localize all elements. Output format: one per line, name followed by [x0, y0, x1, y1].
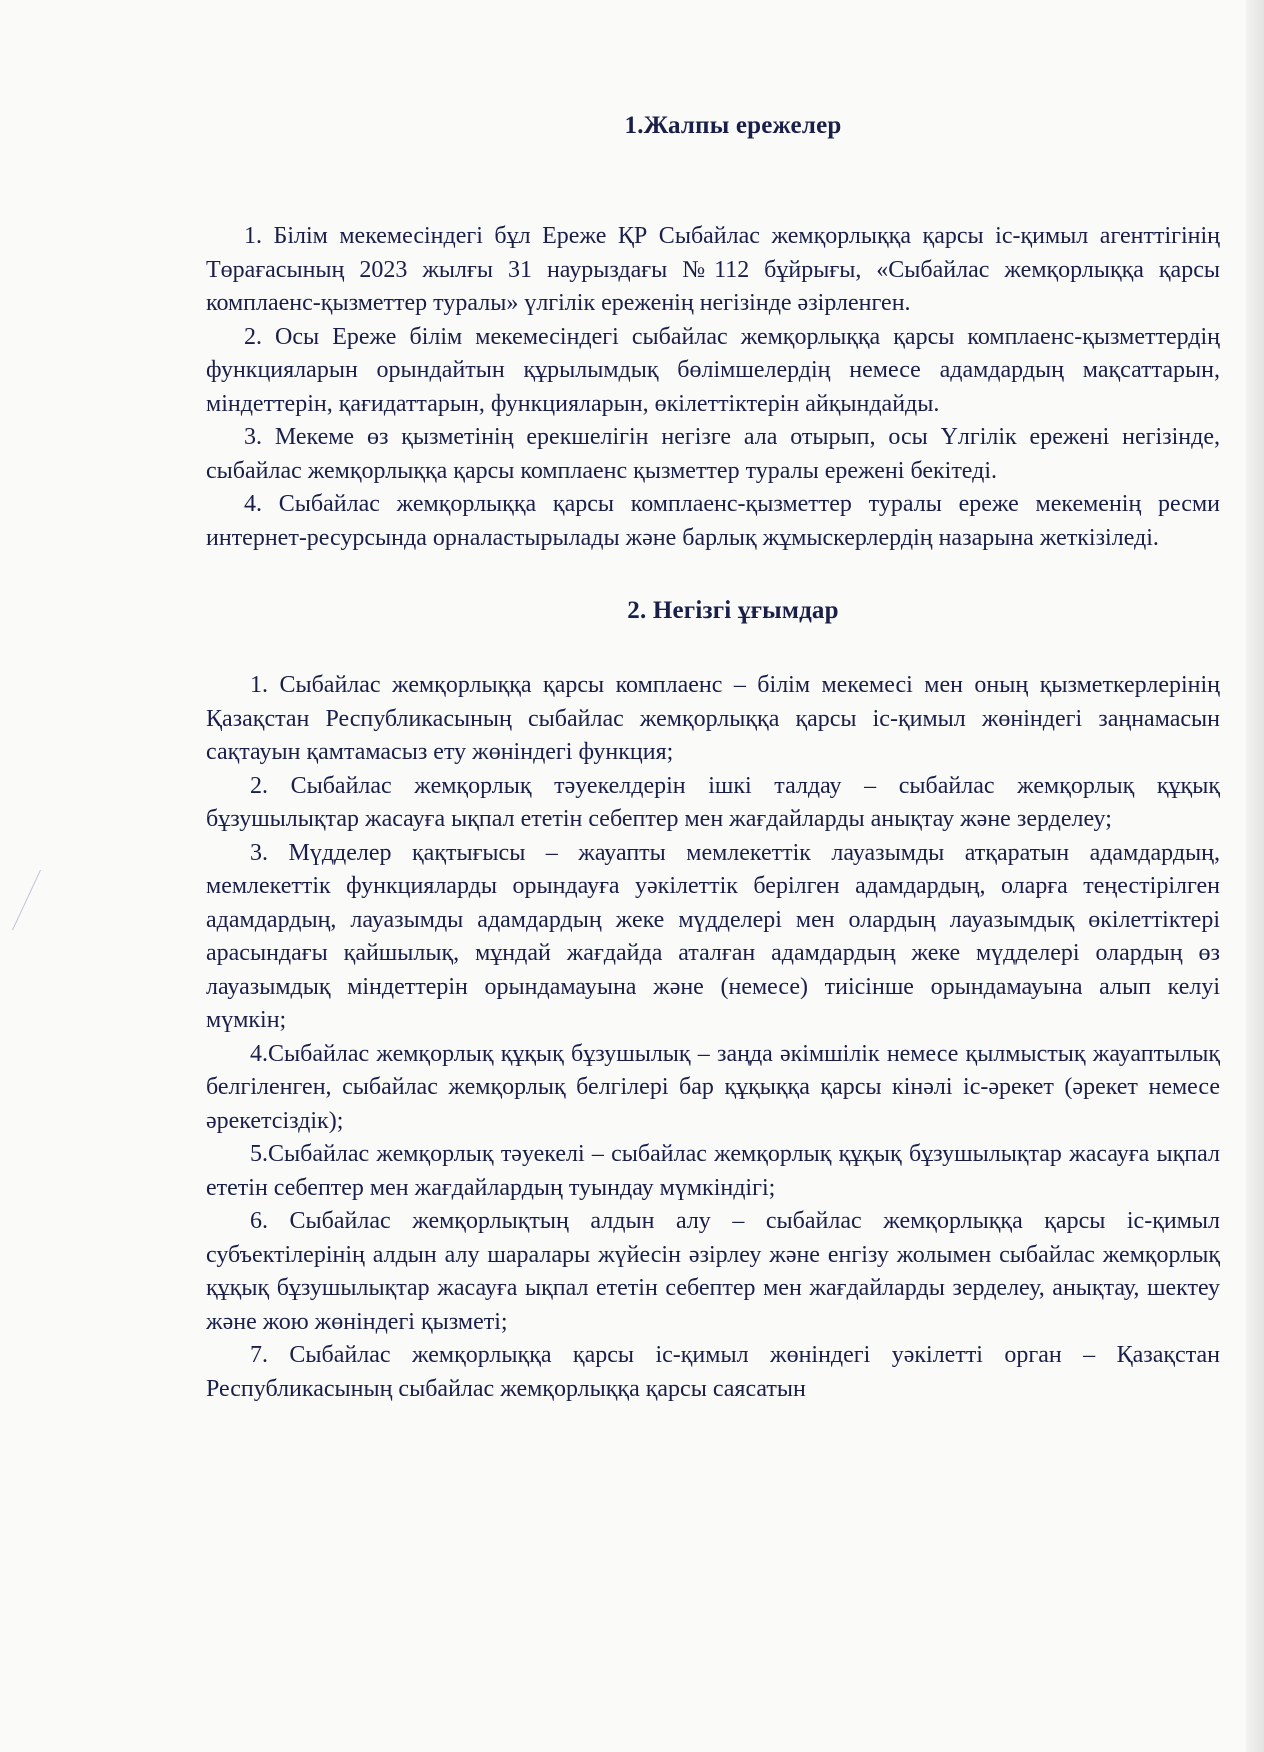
- section-2-paragraph-4: 4.Сыбайлас жемқорлық құқық бұзушылық – заңда әкімшілік немесе қылмыстық жауаптылық белгіленген, сыбайлас жемқорлық белгілері бар құқыққа қарсы кінәлі іс-әрекет (әрекет немесе әрекетсіздік);: [206, 1040, 1220, 1134]
- section-2-paragraph-5: 5.Сыбайлас жемқорлық тәуекелі – сыбайлас жемқорлық құқық бұзушылықтар жасауға ықпал ететін себептер мен жағдайлардың туындау мүмкіндігі;: [206, 1141, 1220, 1201]
- section-1: [206, 220, 1220, 555]
- document-body: [206, 100, 1220, 1406]
- section-2-paragraph-1: 1. Сыбайлас жемқорлыққа қарсы комплаенс – білім мекемесі мен оның қызметкерлерінің Қазақстан Республикасының сыбайлас жемқорлыққа қарсы іс-қимыл жөніндегі заңнамасын сақтауын қамтамасыз ету жөніндегі функция;: [206, 672, 1220, 765]
- section-1-paragraph-1: 1. Білім мекемесіндегі бұл Ереже ҚР Сыбайлас жемқорлыққа қарсы іс-қимыл агенттігінің Төрағасының 2023 жылғы 31 наурыздағы №112 бұйрығы, «Сыбайлас жемқорлыққа қарсы комплаенс-қызметтер туралы» үлгілік ереженің негізінде әзірленген.: [206, 223, 1220, 316]
- page-edge-shadow: [1246, 0, 1264, 1752]
- pen-mark: [0, 870, 41, 930]
- section-2-paragraph-6: 6. Сыбайлас жемқорлықтың алдын алу – сыбайлас жемқорлыққа қарсы іс-қимыл субъектілерінің алдын алу шаралары жүйесін әзірлеу және енгізу жолымен сыбайлас жемқорлық құқық бұзушылықтар жасауға ықпал ететін себептер мен жағдайларды зерделеу, анықтау, шектеу және жою жөніндегі қызметі;: [206, 1208, 1220, 1335]
- section-1-paragraph-2: 2. Осы Ереже білім мекемесіндегі сыбайлас жемқорлыққа қарсы комплаенс-қызметтердің функцияларын орындайтын құрылымдық бөлімшелердің немесе адамдардың мақсаттарын, міндеттерін, қағидаттарын, функцияларын, өкілеттіктерін айқындайды.: [206, 323, 1220, 417]
- section-1-title: 1.Жалпы ережелер: [624, 112, 842, 139]
- section-1-paragraph-3: 3. Мекеме өз қызметінің ерекшелігін негізге ала отырып, осы Үлгілік ережені негізінде, сыбайлас жемқорлыққа қарсы комплаенс қызметтер туралы ережені бекітеді.: [206, 424, 1220, 484]
- section-2-paragraph-3: 3. Мүдделер қақтығысы – жауапты мемлекеттік лауазымды атқаратын адамдардың, мемлекеттік функцияларды орындауға уәкілеттік берілген адамдардың, оларға теңестірілген адамдардың, лауазымды адамдардың жеке мүдделері мен олардың лауазымдық өкілеттіктері арасындағы қайшылық, мұндай жағдайда аталған адамдардың жеке мүдделері олардың өз лауазымдық міндеттерін орындамауына және (немесе) тиісінше орындамауына алып келуі мүмкін;: [206, 839, 1220, 1033]
- section-2-title: 2. Негізгі ұғымдар: [627, 597, 839, 624]
- section-2-paragraph-7: 7. Сыбайлас жемқорлыққа қарсы іс-қимыл жөніндегі уәкілетті орган – Қазақстан Республикасының сыбайлас жемқорлыққа қарсы саясатын: [206, 1342, 1220, 1402]
- section-2: [206, 669, 1220, 1406]
- section-1-paragraph-4: 4. Сыбайлас жемқорлыққа қарсы комплаенс-қызметтер туралы ереже мекеменің ресми интернет-ресурсында орналастырылады және барлық жұмыскерлердің назарына жеткізіледі.: [206, 491, 1220, 551]
- section-2-paragraph-2: 2. Сыбайлас жемқорлық тәуекелдерін ішкі талдау – сыбайлас жемқорлық құқық бұзушылықтар жасауға ықпал ететін себептер мен жағдайларды анықтау және зерделеу;: [206, 772, 1220, 832]
